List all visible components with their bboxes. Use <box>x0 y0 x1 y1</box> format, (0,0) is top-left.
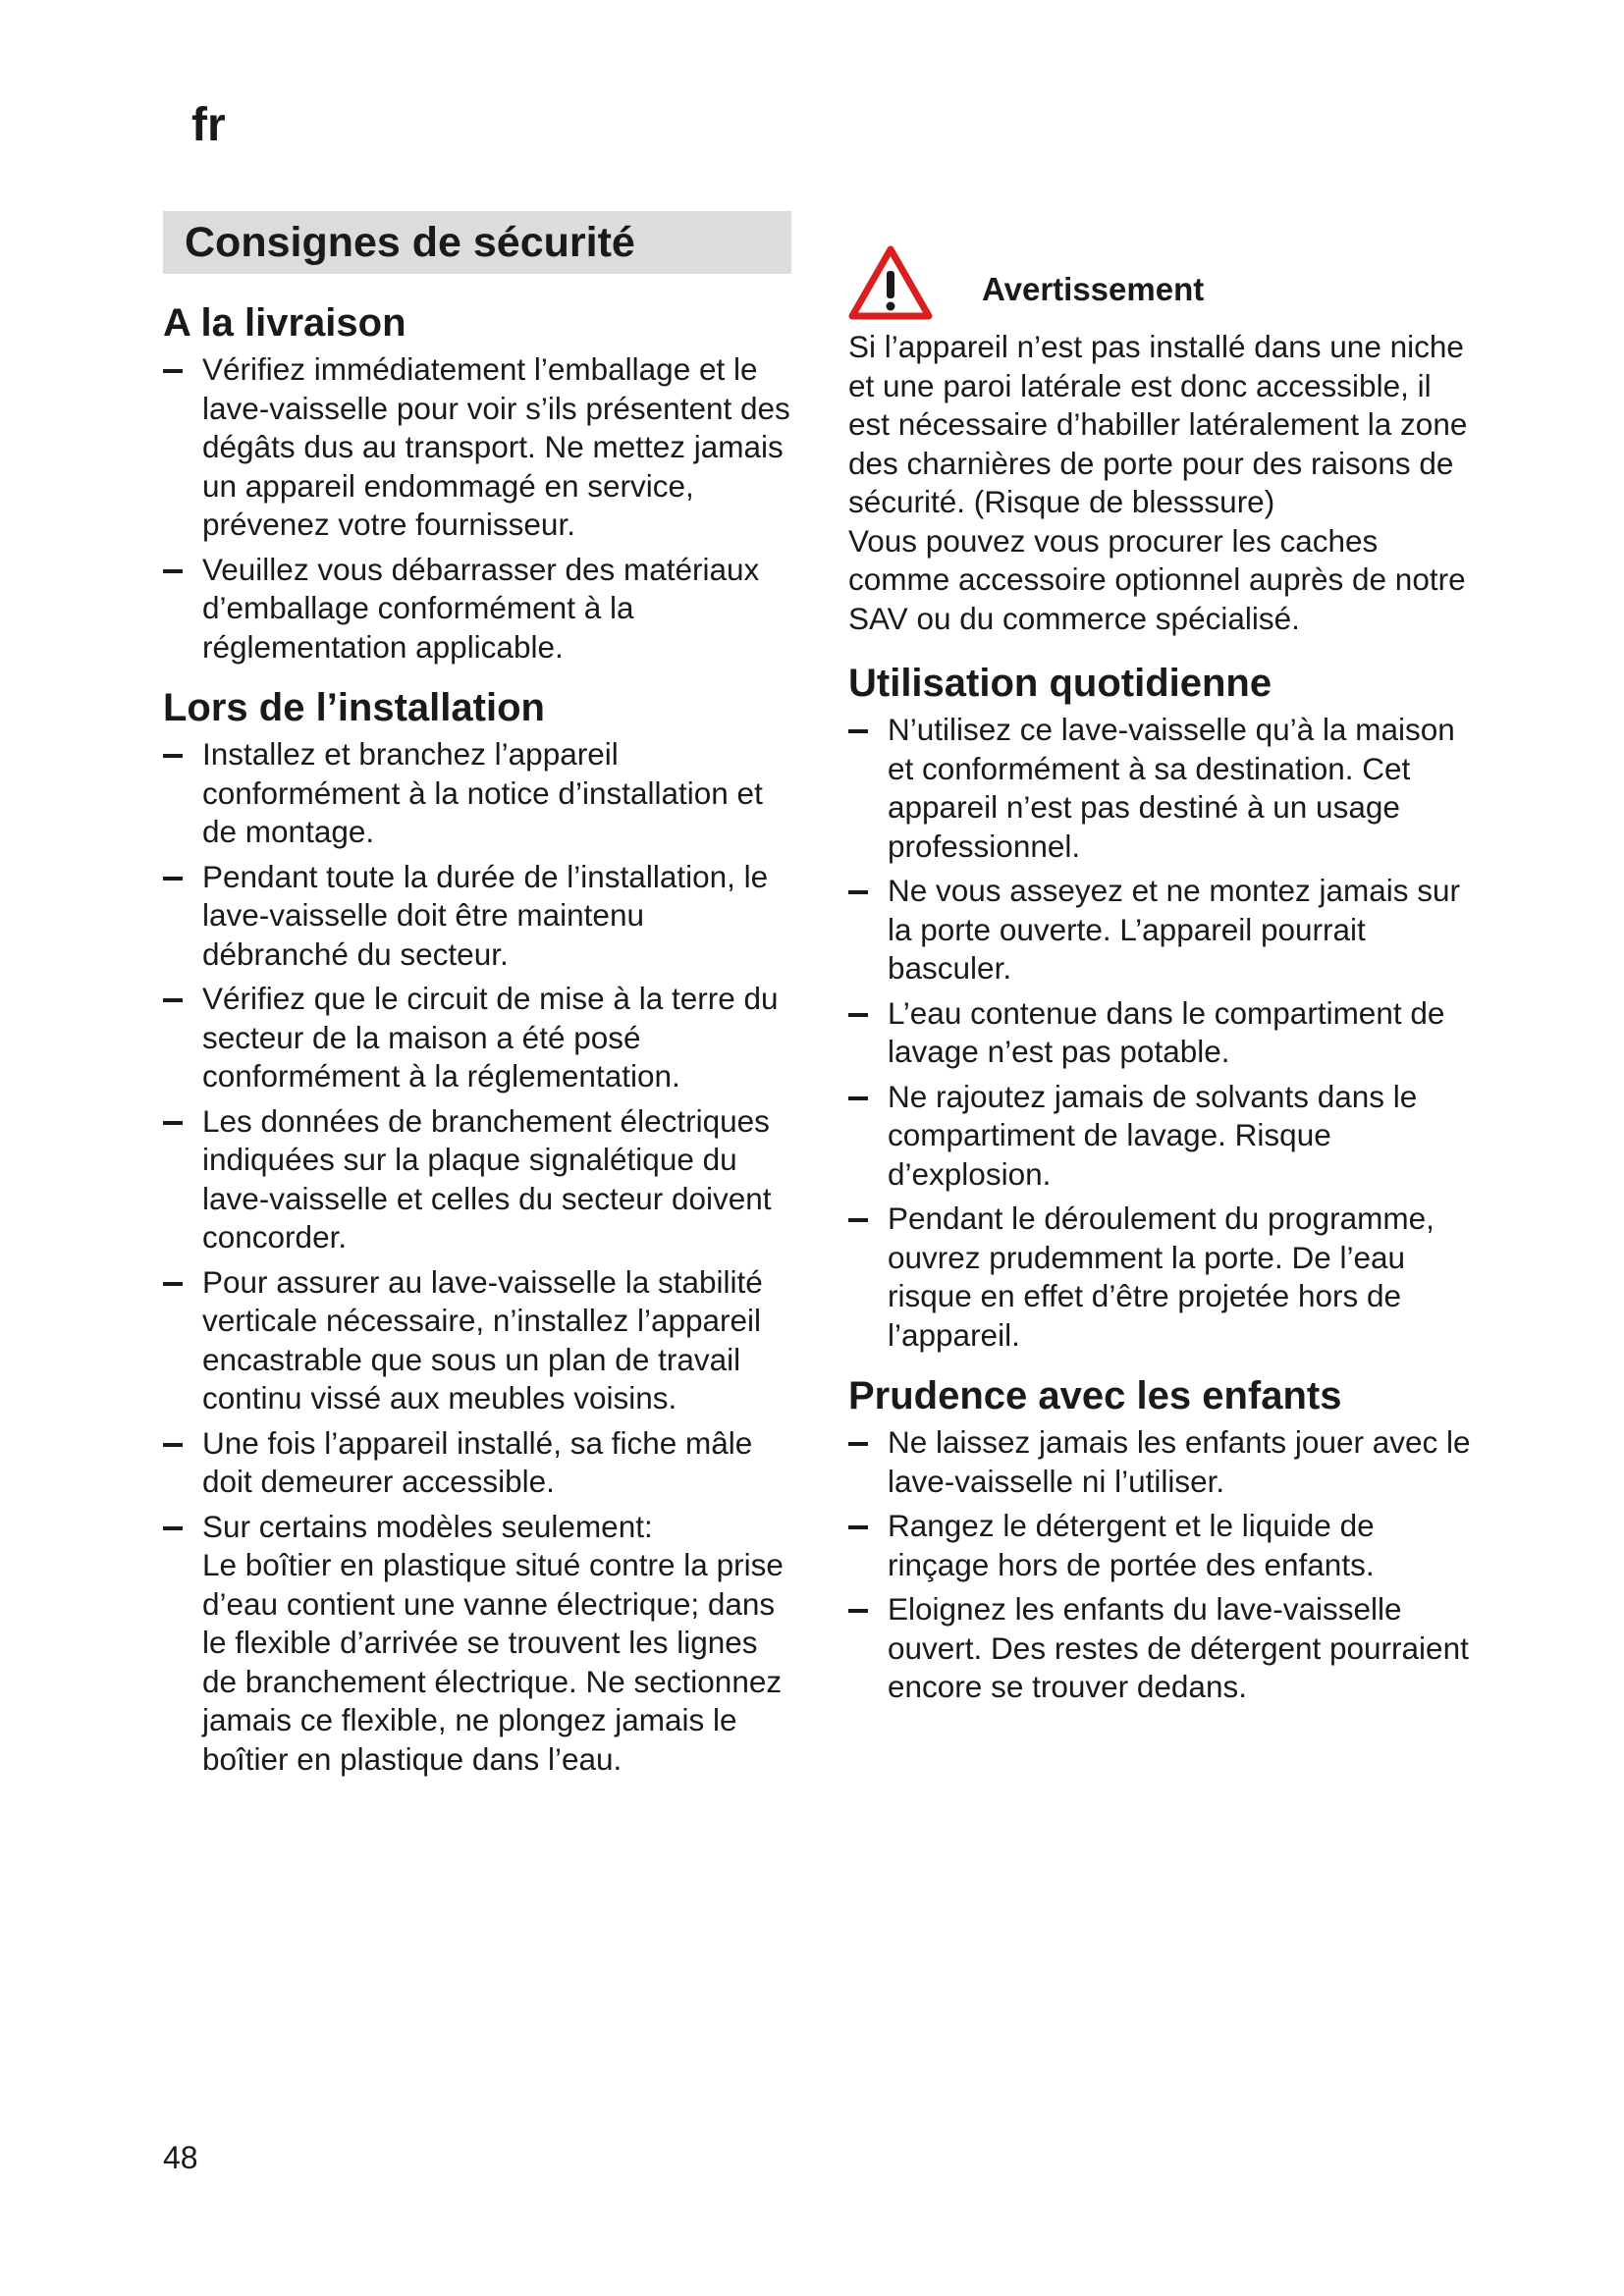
item-text: Vérifiez immédiatement l’emballage et le lave-vaisselle pour voir s’ils présentent des dégâts dus au transport. Ne mettez jamais un appareil endommagé en service, prévenez votre fournisseur. <box>202 351 790 542</box>
item-text: Ne rajoutez jamais de solvants dans le compartiment de lavage. Risque d’explosion. <box>888 1078 1418 1192</box>
item-text: Les données de branchement électriques indiquées sur la plaque signalétique du lave-vaisselle et celles du secteur doivent concorder. <box>202 1102 772 1255</box>
item-text: Une fois l’appareil installé, sa fiche mâle doit demeurer accessible. <box>202 1424 753 1499</box>
heading-livraison: A la livraison <box>163 301 406 345</box>
right-column <box>848 245 1477 1721</box>
dash-bullet <box>848 890 868 894</box>
item-text: Vérifiez que le circuit de mise à la terre du secteur de la maison a été posé conformément à la réglementation. <box>202 981 779 1094</box>
language-code: fr <box>191 99 226 151</box>
heading-installation: Lors de l’installation <box>163 686 545 729</box>
dash-bullet <box>163 754 183 758</box>
warning-header <box>848 245 1477 320</box>
dash-bullet <box>848 1096 868 1100</box>
list-item <box>848 1078 1477 1195</box>
list-item <box>163 1424 791 1502</box>
list-item <box>163 1102 791 1257</box>
dash-bullet <box>163 1443 183 1447</box>
item-text: Ne vous asseyez et ne montez jamais sur la porte ouverte. L’appareil pourrait basculer. <box>888 873 1461 986</box>
page-number: 48 <box>163 2140 198 2175</box>
left-column <box>163 211 791 1792</box>
warning-paragraph-1: Si l’appareil n’est pas installé dans une niche et une paroi latérale est donc accessible, il est nécessaire d’habiller latéralement la zone des charnières de porte pour des raisons de sécurité. (Risque de blesssure) <box>848 329 1468 519</box>
heading-children: Prudence avec les enfants <box>848 1374 1342 1417</box>
dash-bullet <box>848 729 868 733</box>
list-item <box>848 872 1477 988</box>
list-item <box>163 858 791 975</box>
item-text: Installez et branchez l’appareil conformément à la notice d’installation et de montage. <box>202 736 763 849</box>
list-item <box>848 1590 1477 1707</box>
list-item <box>848 994 1477 1072</box>
item-text: Pendant le déroulement du programme, ouvrez prudemment la porte. De l’eau risque en effet d’être projetée hors de l’appareil. <box>888 1201 1435 1353</box>
item-text: L’eau contenue dans le compartiment de lavage n’est pas potable. <box>888 994 1445 1069</box>
list-item <box>163 1508 791 1780</box>
item-text: Ne laissez jamais les enfants jouer avec le lave-vaisselle ni l’utiliser. <box>888 1424 1471 1499</box>
dash-bullet <box>163 569 183 573</box>
item-text: N’utilisez ce lave-vaisselle qu’à la maison et conformément à sa destination. Cet appareil n’est pas destiné à un usage professionnel. <box>888 712 1455 864</box>
dash-bullet <box>163 369 183 373</box>
item-text: Rangez le détergent et le liquide de rinçage hors de portée des enfants. <box>888 1508 1375 1582</box>
dash-bullet <box>163 877 183 881</box>
list-item <box>163 980 791 1096</box>
list-item <box>163 1263 791 1418</box>
item-text-line1: Sur certains modèles seulement: <box>202 1508 653 1544</box>
dash-bullet <box>163 1121 183 1125</box>
dash-bullet <box>848 1609 868 1613</box>
dash-bullet <box>163 998 183 1002</box>
dash-bullet <box>163 1282 183 1286</box>
list-daily-use <box>848 711 1477 1355</box>
item-text: Veuillez vous débarrasser des matériaux d’emballage conformément à la réglementation applicable. <box>202 551 760 665</box>
heading-daily-use: Utilisation quotidienne <box>848 662 1272 705</box>
list-item <box>848 1423 1477 1501</box>
list-item <box>848 711 1477 866</box>
list-livraison <box>163 350 791 667</box>
warning-paragraph-2: Vous pouvez vous procurer les caches comme accessoire optionnel auprès de notre SAV ou du commerce spécialisé. <box>848 522 1466 636</box>
list-children <box>848 1423 1477 1707</box>
dash-bullet <box>163 1526 183 1530</box>
dash-bullet <box>848 1218 868 1222</box>
warning-title: Avertissement <box>982 271 1205 307</box>
dash-bullet <box>848 1013 868 1017</box>
item-text: Eloignez les enfants du lave-vaisselle ouvert. Des restes de détergent pourraient encore se trouver dedans. <box>888 1591 1469 1704</box>
item-text-line2: Le boîtier en plastique situé contre la prise d’eau contient une vanne électrique; dans le flexible d’arrivée se trouvent les lignes de branchement électrique. Ne sectionnez jamais ce flexible, ne plongez jamais le boîtier en plastique dans l’eau. <box>202 1547 784 1777</box>
item-text: Pendant toute la durée de l’installation, le lave-vaisselle doit être maintenu débranché du secteur. <box>202 858 769 972</box>
list-item <box>163 735 791 852</box>
warning-triangle-icon <box>848 245 933 320</box>
list-item <box>163 350 791 545</box>
dash-bullet <box>848 1525 868 1529</box>
section-title: Consignes de sécurité <box>163 211 791 274</box>
dash-bullet <box>848 1442 868 1446</box>
list-item <box>848 1200 1477 1355</box>
item-text: Pour assurer au lave-vaisselle la stabilité verticale nécessaire, n’installez l’appareil encastrable que sous un plan de travail continu vissé aux meubles voisins. <box>202 1263 763 1415</box>
list-item <box>848 1507 1477 1584</box>
list-installation <box>163 735 791 1779</box>
list-item <box>163 551 791 667</box>
